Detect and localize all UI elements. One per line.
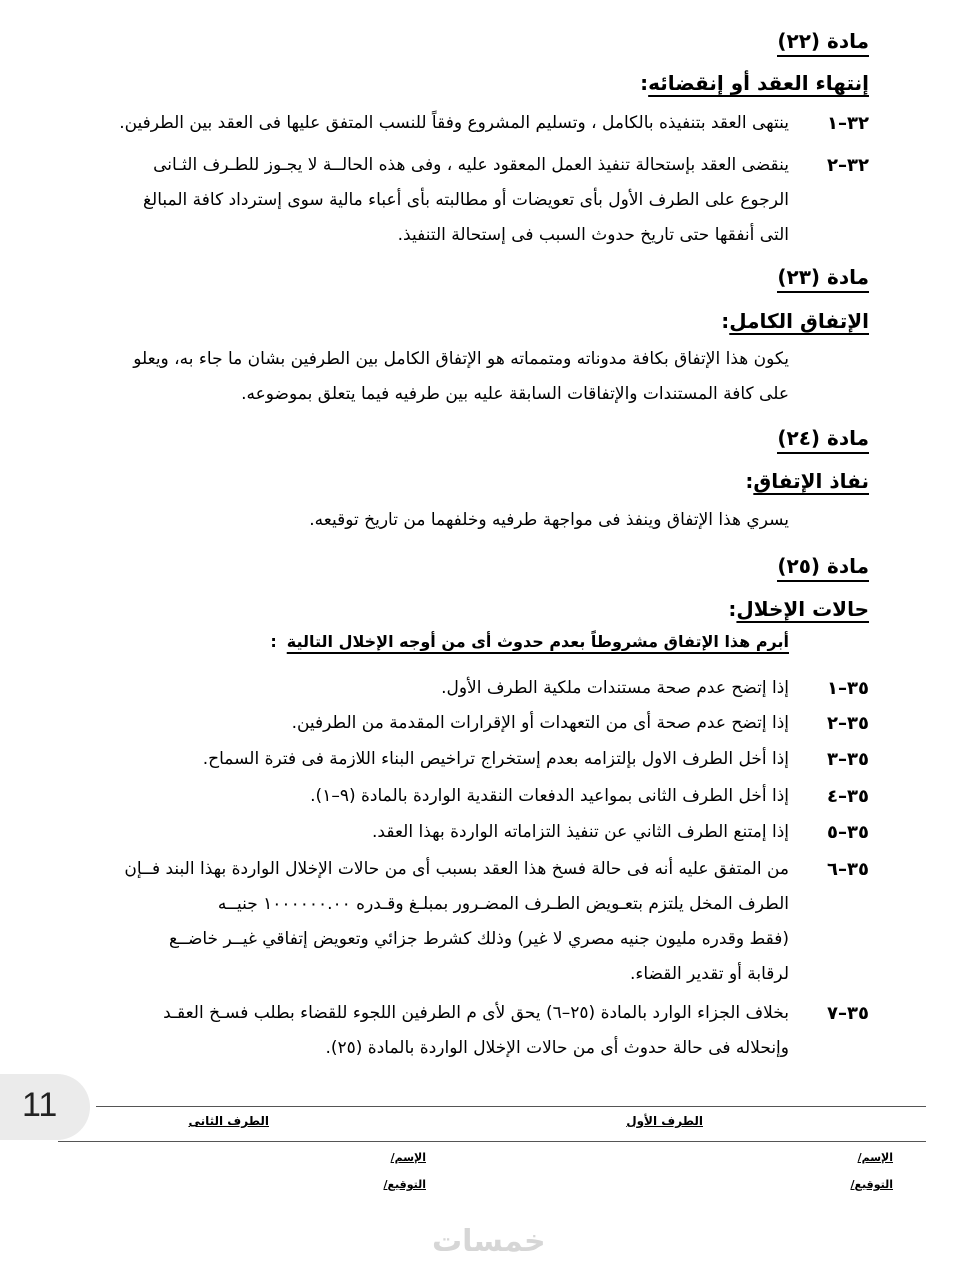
footer-divider-bottom	[58, 1141, 926, 1142]
first-party-sign-field: التوقيع/	[850, 1178, 893, 1191]
second-party-title: الطرف الثانى	[188, 1114, 269, 1128]
watermark-logo: خمسات	[432, 1224, 546, 1259]
clause-number: ٣٥–٣	[827, 749, 869, 770]
article-23-subheading: الإتفاق الكامل:	[721, 309, 869, 333]
clause-text: إذا أخل الطرف الاول بإلتزامه بعدم إستخراج تراخيص البناء اللازمة فى فترة السماح.	[202, 749, 789, 769]
clause-text: إذا إمتنع الطرف الثاني عن تنفيذ التزاماته الواردة بهذا العقد.	[372, 822, 789, 842]
article-22-subheading: إنتهاء العقد أو إنقضائه:	[640, 71, 869, 95]
clause-number: ٣٥–٤	[827, 786, 869, 807]
first-party-title: الطرف الأول	[626, 1114, 703, 1128]
clause-text: إذا أخل الطرف الثانى بمواعيد الدفعات النقدية الواردة بالمادة (٩–١).	[310, 786, 789, 806]
clause-number: ٣٥–٦	[827, 859, 869, 880]
article-25-heading: مادة (٢٥)	[777, 553, 869, 579]
page-number: 11	[22, 1086, 58, 1124]
article-23-heading: مادة (٢٣)	[777, 264, 869, 290]
article-24-subheading: نفاذ الإتفاق:	[745, 469, 869, 493]
second-party-name-field: الإسم/	[390, 1151, 426, 1164]
clause-text: إذا إتضح عدم صحة مستندات ملكية الطرف الأول.	[441, 678, 789, 698]
article-22-heading: مادة (٢٢)	[777, 28, 869, 54]
footer-divider-top	[96, 1106, 926, 1107]
article-25-intro: أبرم هذا الإتفاق مشروطاً بعدم حدوث أى من أوجه الإخلال التالية:	[270, 632, 789, 651]
second-party-sign-field: التوقيع/	[383, 1178, 426, 1191]
clause-text: إذا إتضح عدم صحة أى من التعهدات أو الإقرارات المقدمة من الطرفين.	[291, 713, 789, 733]
clause-number: ٣٥–٢	[827, 713, 869, 734]
clause-number: ٣٥–٥	[827, 822, 869, 843]
article-25-subheading: حالات الإخلال:	[728, 597, 869, 621]
clause-text: من المتفق عليه أنه فى حالة فسخ هذا العقد بسبب أى من حالات الإخلال الواردة بهذا البند فــإن الطرف المخل يلتزم بتعـويض الطـرف المضـرور بمبلـغ وقـدره ١٠٠٠٠٠٠.٠٠ جنيــه (فقط وقدره مليون جنيه مصري لا غير) وذلك كشرط جزائي وتعويض إتفاقي غيــر خاضــع لرقابة أو تقدير القضاء.	[124, 859, 789, 984]
clause-text: ينقضى العقد بإستحالة تنفيذ العمل المعقود عليه ، وفى هذه الحالــة لا يجـوز للطـرف الثـانى الرجوع على الطرف الأول بأى تعويضات أو مطالبته بأى أعباء مالية سوى إسترداد كافة المبالغ التى أنفقها حتى تاريخ حدوث السبب فى إستحالة التنفيذ.	[143, 155, 789, 245]
clause-number: ٣٥–٧	[827, 1003, 869, 1024]
clause-text: بخلاف الجزاء الوارد بالمادة (٢٥–٦) يحق لأى م الطرفين اللجوء للقضاء بطلب فسـخ العقـد وإنحلاله فى حالة حدوث أى من حالات الإخلال الواردة بالمادة (٢٥).	[163, 1003, 789, 1058]
clause-text: ينتهى العقد بتنفيذه بالكامل ، وتسليم المشروع وفقاً للنسب المتفق عليها فى العقد بين الطرفين.	[119, 113, 789, 133]
article-24-heading: مادة (٢٤)	[777, 425, 869, 451]
first-party-name-field: الإسم/	[857, 1151, 893, 1164]
clause-number: ٣٢–١	[827, 113, 869, 134]
clause-number: ٣٢–٢	[827, 155, 869, 176]
clause-number: ٣٥–١	[827, 678, 869, 699]
article-24-body: يسري هذا الإتفاق وينفذ فى مواجهة طرفيه وخلفهما من تاريخ توقيعه.	[309, 510, 789, 530]
article-23-body: يكون هذا الإتفاق بكافة مدوناته ومتمماته هو الإتفاق الكامل بين الطرفين بشان ما جاء به، ويعلو على كافة المستندات والإتفاقات السابقة عليه بين طرفيه فيما يتعلق بموضوعه.	[133, 349, 789, 404]
